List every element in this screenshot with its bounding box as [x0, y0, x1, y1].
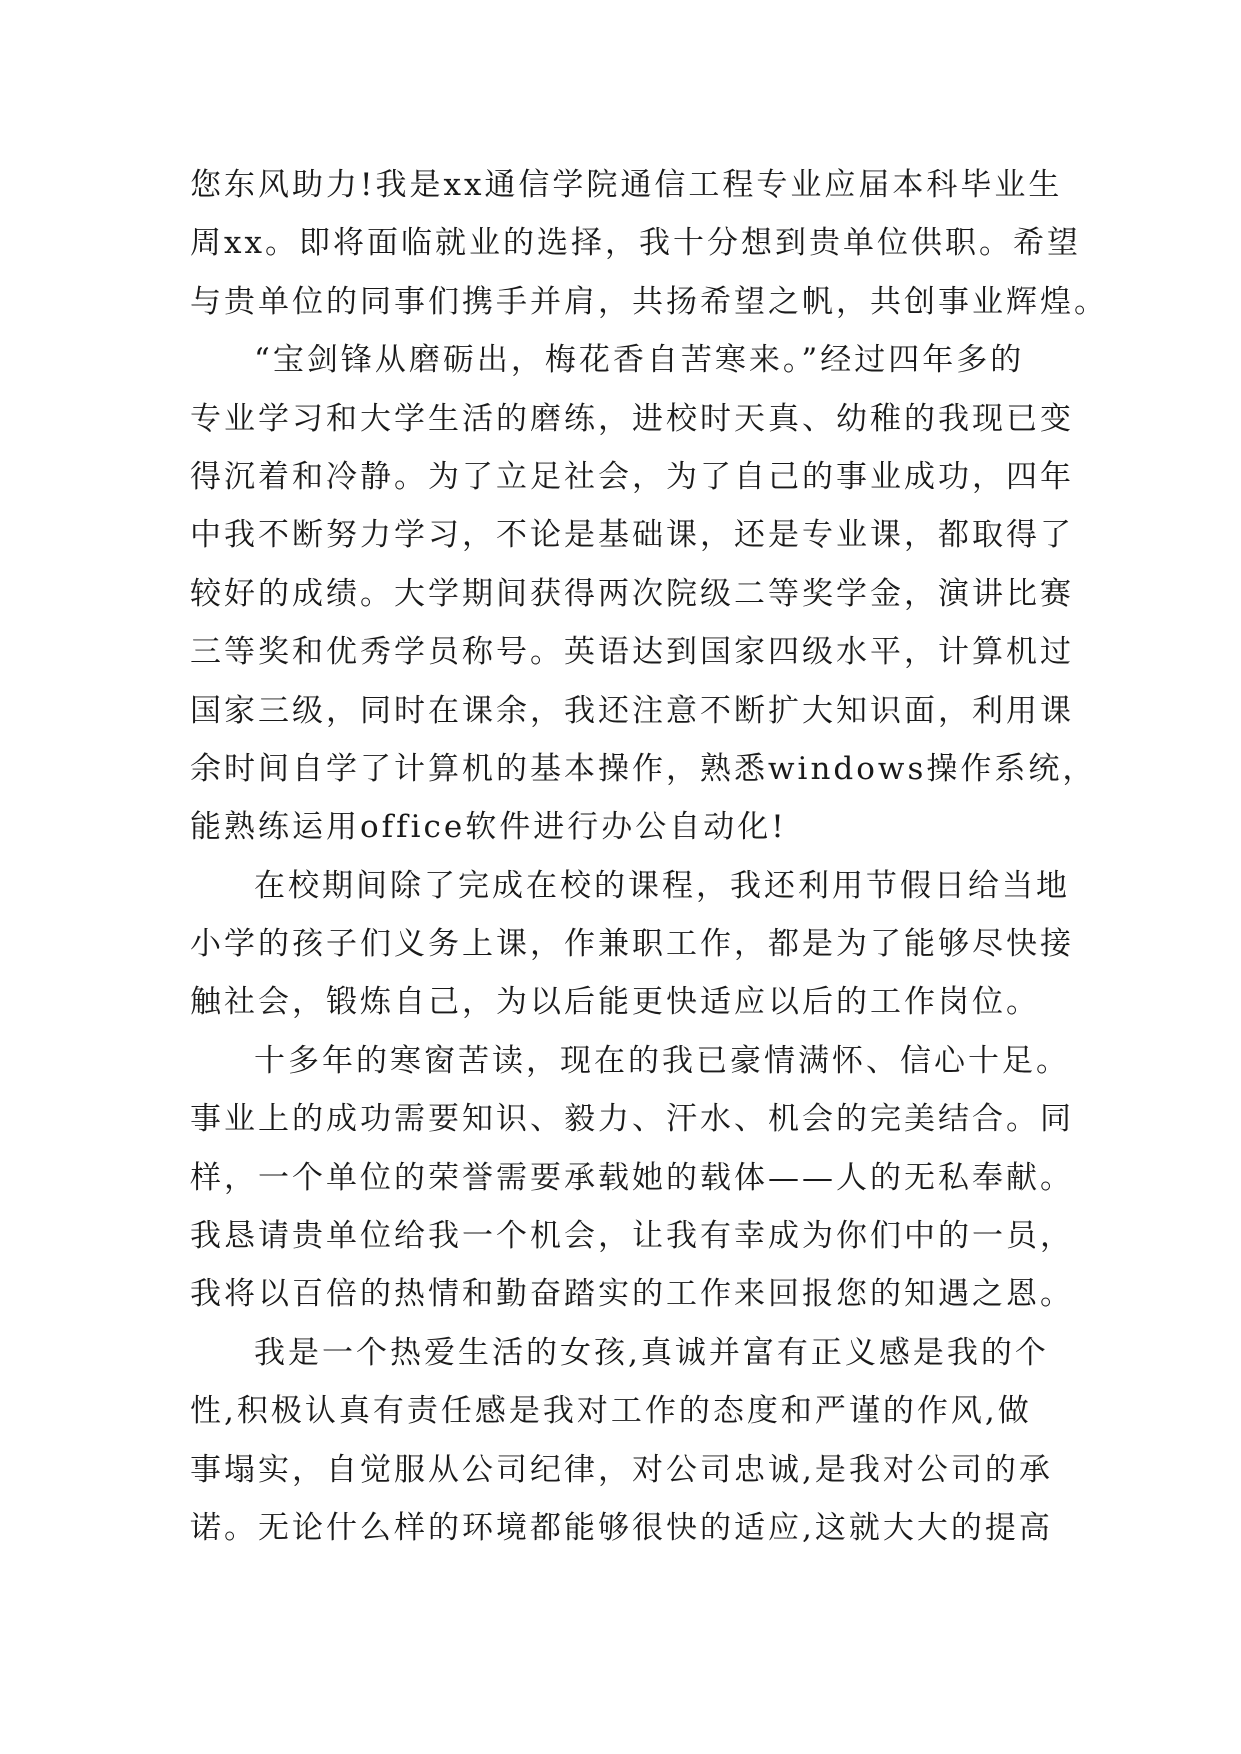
text-line: 能熟练运用office软件进行办公自动化!	[190, 809, 787, 846]
text-line: 我将以百倍的热情和勤奋踏实的工作来回报您的知遇之恩。	[190, 1276, 1074, 1313]
paragraph-start-line: 在校期间除了完成在校的课程，我还利用节假日给当地	[254, 867, 1070, 904]
text-line: 您东风助力!我是xx通信学院通信工程专业应届本科毕业生	[190, 167, 1063, 203]
text-line: 余时间自学了计算机的基本操作，熟悉windows操作系统，	[190, 750, 1097, 787]
text-line: 中我不断努力学习，不论是基础课，还是专业课，都取得了	[190, 517, 1074, 554]
text-line: 与贵单位的同事们携手并肩，共扬希望之帆，共创事业辉煌。	[190, 283, 1108, 320]
text-line: 小学的孩子们义务上课，作兼职工作，都是为了能够尽快接	[190, 926, 1074, 963]
text-line: 事塌实，自觉服从公司纪律，对公司忠诚,是我对公司的承	[190, 1451, 1053, 1488]
text-line: 事业上的成功需要知识、毅力、汗水、机会的完美结合。同	[190, 1101, 1074, 1138]
paragraph-start-line: “宝剑锋从磨砺出，梅花香自苦寒来。”经过四年多的	[254, 342, 1025, 379]
text-line: 触社会，锻炼自己，为以后能更快适应以后的工作岗位。	[190, 984, 1040, 1021]
text-line: 周xx。即将面临就业的选择，我十分想到贵单位供职。希望	[190, 225, 1081, 262]
text-line: 国家三级，同时在课余，我还注意不断扩大知识面，利用课	[190, 692, 1074, 729]
text-line: 诺。无论什么样的环境都能够很快的适应,这就大大的提高	[190, 1509, 1053, 1546]
text-line: 得沉着和冷静。为了立足社会，为了自己的事业成功，四年	[190, 458, 1074, 495]
cover-letter-body	[190, 156, 1108, 1557]
text-line: 较好的成绩。大学期间获得两次院级二等奖学金，演讲比赛	[190, 575, 1074, 612]
text-line: 性,积极认真有责任感是我对工作的态度和严谨的作风,做	[190, 1393, 1032, 1430]
text-line: 样，一个单位的荣誉需要承载她的载体——人的无私奉献。	[190, 1159, 1074, 1196]
text-line: 专业学习和大学生活的磨练，进校时天真、幼稚的我现已变	[190, 400, 1074, 437]
paragraph-start-line: 十多年的寒窗苦读，现在的我已豪情满怀、信心十足。	[254, 1042, 1070, 1079]
paragraph-start-line: 我是一个热爱生活的女孩,真诚并富有正义感是我的个	[254, 1334, 1049, 1371]
text-line: 三等奖和优秀学员称号。英语达到国家四级水平，计算机过	[190, 634, 1074, 671]
text-line: 我恳请贵单位给我一个机会，让我有幸成为你们中的一员，	[190, 1218, 1074, 1255]
